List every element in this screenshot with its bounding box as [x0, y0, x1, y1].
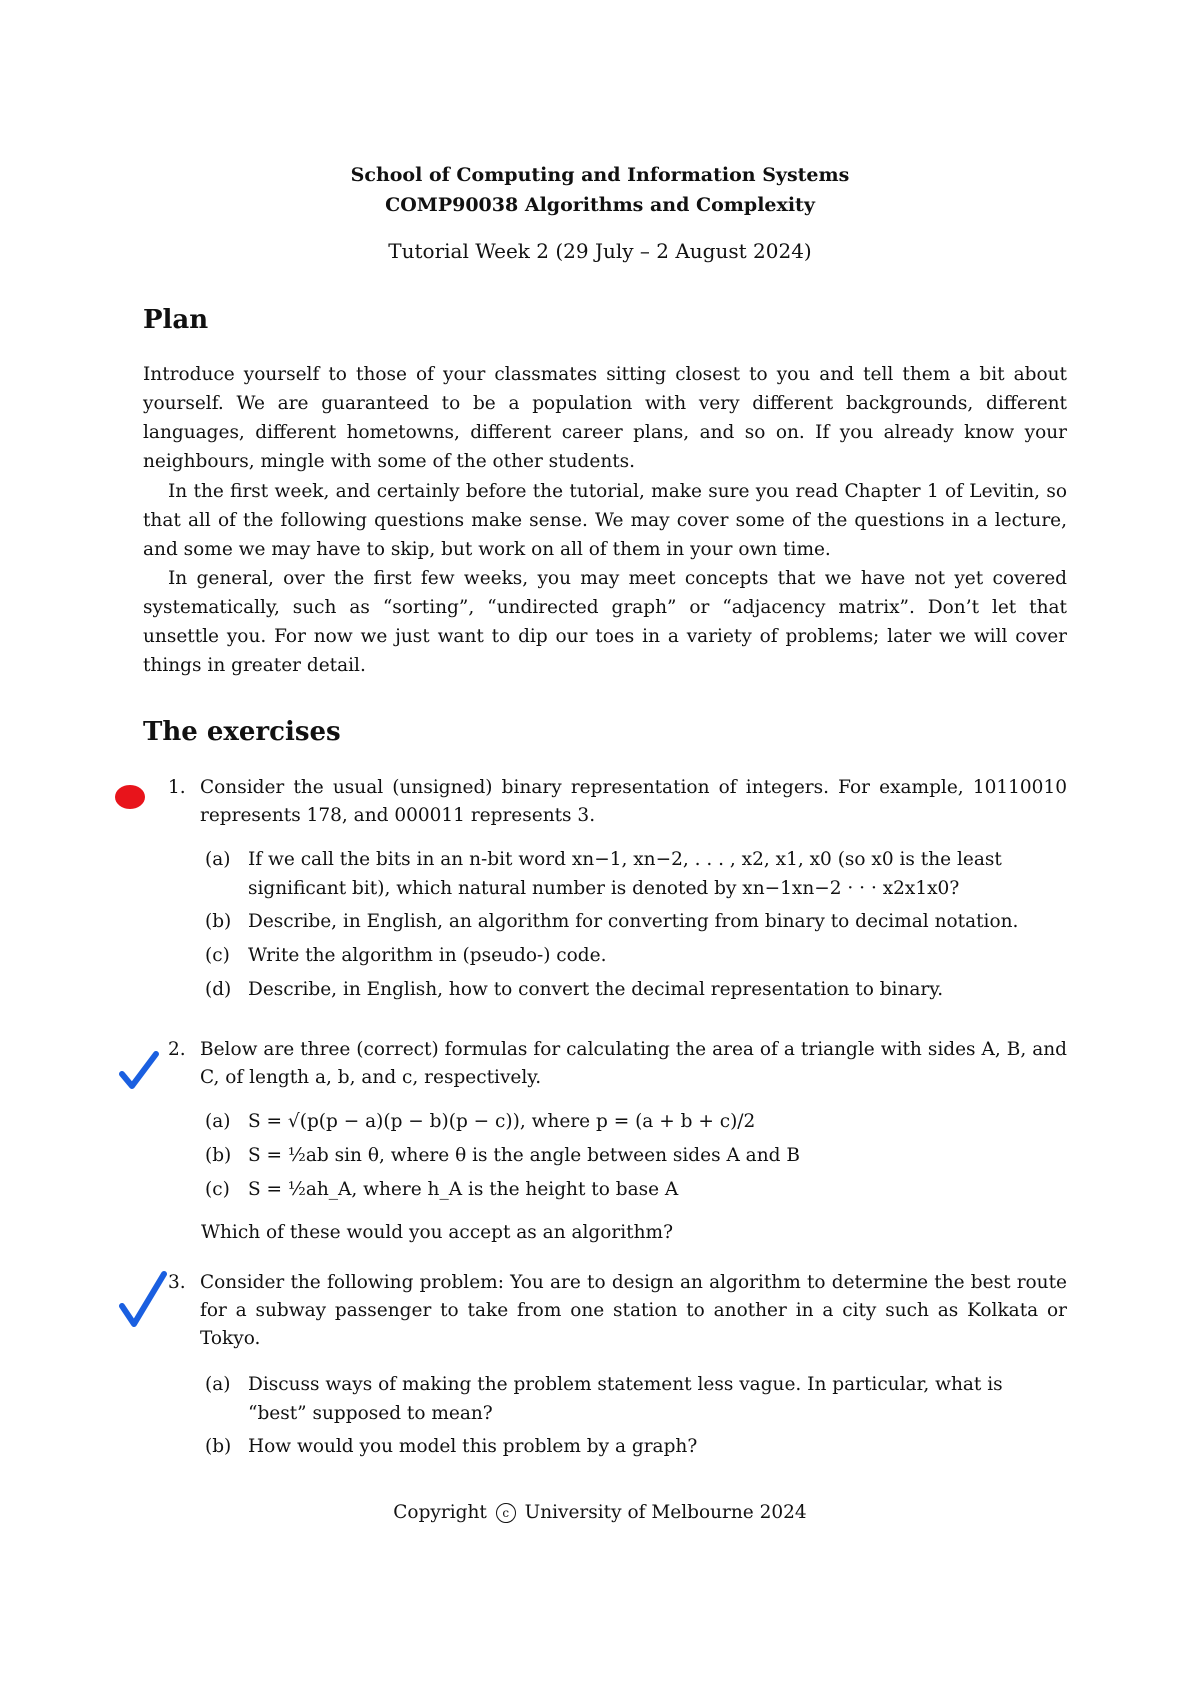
exercise-text: Consider the usual (unsigned) binary representation of integers. For example, 10110010 represents 178, and 000011 represents 3.: [200, 777, 1067, 826]
part-text: S = √(p(p − a)(p − b)(p − c)), where p = (a + b + c)/2: [248, 1111, 756, 1132]
red-dot-shape: [115, 785, 145, 809]
plan-heading: Plan: [143, 305, 209, 335]
school-name: School of Computing and Information Systems: [350, 164, 850, 186]
part-text: Discuss ways of making the problem statement less vague. In particular, what is “best” supposed to mean?: [248, 1374, 1003, 1424]
exercise-text: Below are three (correct) formulas for calculating the area of a triangle with sides A, B, and C, of length a, b, and c, respectively.: [200, 1039, 1067, 1088]
part-label: (a): [205, 849, 231, 870]
part-label: (b): [205, 911, 232, 932]
part-text: How would you model this problem by a graph?: [248, 1436, 698, 1457]
exercise-2-question: Which of these would you accept as an algorithm?: [201, 1222, 673, 1243]
part-text: S = ½ah_A, where h_A is the height to base A: [248, 1179, 679, 1200]
exercise-number: 3.: [168, 1272, 186, 1293]
copyright-word: Copyright: [393, 1502, 487, 1523]
tutorial-date: Tutorial Week 2 (29 July – 2 August 2024): [388, 239, 812, 263]
part-label: (a): [205, 1111, 231, 1132]
checkmark-stroke: [122, 1054, 156, 1086]
part-text: Describe, in English, how to convert the decimal representation to binary.: [248, 979, 944, 1000]
checkmark-stroke: [122, 1274, 164, 1324]
blue-checkmark-icon: [118, 1270, 170, 1332]
part-text: Write the algorithm in (pseudo-) code.: [248, 945, 607, 966]
part-label: (b): [205, 1145, 232, 1166]
part-text: If we call the bits in an n-bit word xn−1, xn−2, . . . , x2, x1, x0 (so x0 is the least significant bit), which natural number is denoted by xn−1xn−2 · · · x2x1x0?: [248, 849, 1002, 899]
exercises-heading: The exercises: [143, 717, 341, 747]
part-label: (c): [205, 1179, 230, 1200]
plan-paragraph-1: Introduce yourself to those of your classmates sitting closest to you and tell them a bit about yourself. We are guaranteed to be a population with very different backgrounds, different languages, different hometowns, different career plans, and so on. If you already know your neighbours, mingle with some of the other students.: [143, 364, 1067, 472]
part-label: (d): [205, 979, 232, 1000]
exercise-number: 2.: [168, 1039, 186, 1060]
copyright-line: [0, 1502, 1200, 1523]
copyright-symbol-icon: c: [496, 1503, 516, 1523]
exercise-number: 1.: [168, 777, 186, 798]
part-label: (c): [205, 945, 230, 966]
copyright-holder: University of Melbourne 2024: [524, 1502, 807, 1523]
part-label: (a): [205, 1374, 231, 1395]
plan-paragraph-3: In general, over the first few weeks, you may meet concepts that we have not yet covered systematically, such as “sorting”, “undirected graph” or “adjacency matrix”. Don’t let that unsettle you. For now we just want to dip our toes in a variety of problems; later we will cover things in greater detail.: [143, 568, 1067, 676]
part-text: S = ½ab sin θ, where θ is the angle between sides A and B: [248, 1145, 800, 1166]
part-label: (b): [205, 1436, 232, 1457]
plan-paragraph-2: In the first week, and certainly before the tutorial, make sure you read Chapter 1 of Levitin, so that all of the following questions make sense. We may cover some of the questions in a lecture, and some we may have to skip, but work on all of them in your own time.: [143, 481, 1067, 560]
blue-checkmark-icon: [118, 1050, 162, 1094]
exercise-text: Consider the following problem: You are to design an algorithm to determine the best route for a subway passenger to take from one station to another in a city such as Kolkata or Tokyo.: [200, 1272, 1067, 1349]
red-dot-mark-icon: [112, 782, 148, 812]
course-title: COMP90038 Algorithms and Complexity: [385, 194, 815, 216]
part-text: Describe, in English, an algorithm for converting from binary to decimal notation.: [248, 911, 1019, 932]
